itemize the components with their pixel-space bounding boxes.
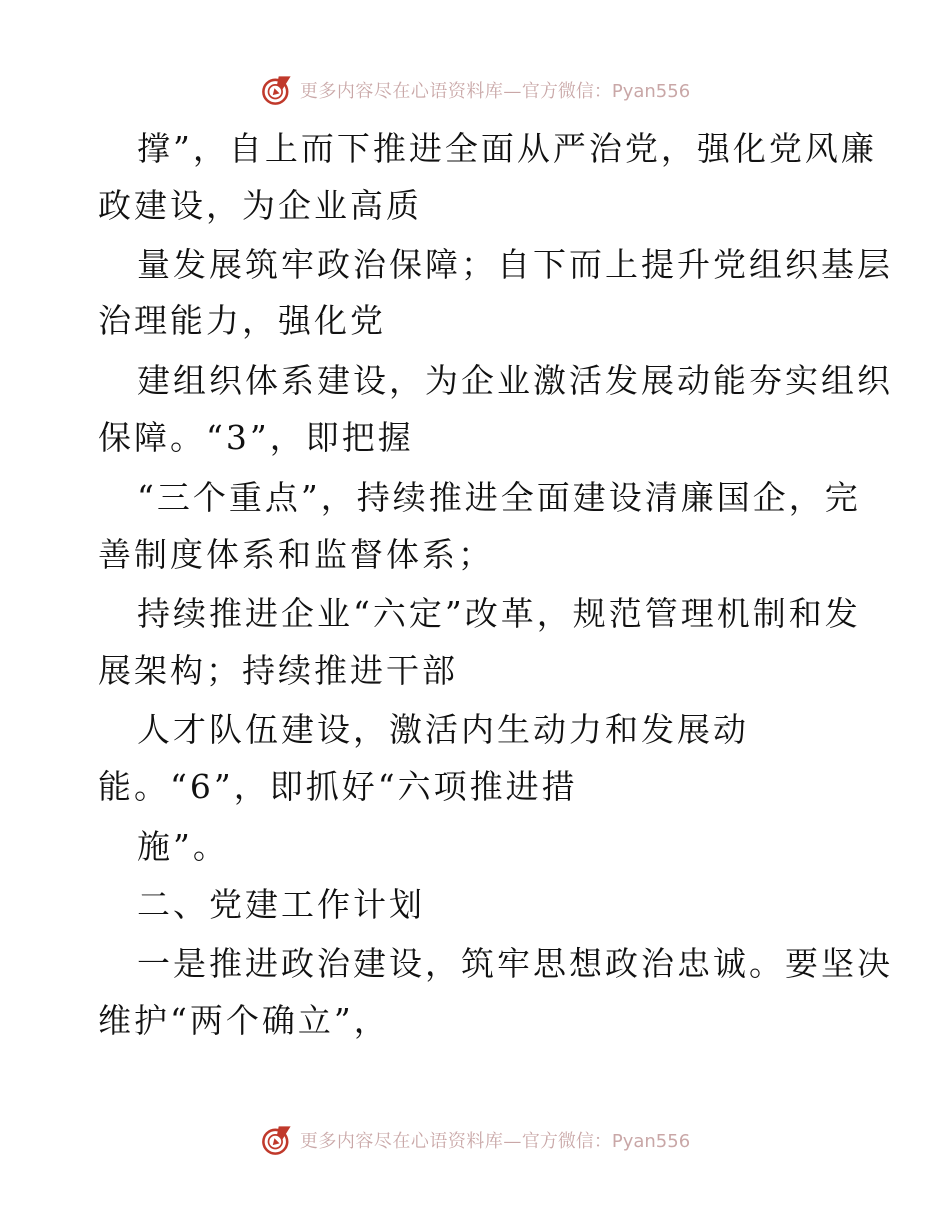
body-line: 建组织体系建设，为企业激活发展动能夯实组织 bbox=[137, 361, 893, 400]
body-line: 持续推进企业“六定”改革，规范管理机制和发 bbox=[137, 594, 861, 633]
section-heading: 二、党建工作计划 bbox=[137, 885, 425, 924]
body-line: 维护“两个确立”， bbox=[98, 1001, 390, 1040]
body-line: 撑”，自上而下推进全面从严治党，强化党风廉 bbox=[137, 129, 877, 168]
pen-nib-logo-icon bbox=[260, 73, 294, 107]
body-line: 政建设，为企业高质 bbox=[98, 186, 422, 225]
body-line: 善制度体系和监督体系； bbox=[98, 535, 494, 574]
footer-wechat-text: 官方微信：Pyan556 bbox=[521, 1131, 691, 1152]
body-line: 能。“6”，即抓好“六项推进措 bbox=[98, 767, 578, 806]
body-line: 人才队伍建设，激活内生动力和发展动 bbox=[137, 710, 749, 749]
footer-banner-text: 更多内容尽在心语资料库— bbox=[299, 1131, 522, 1152]
body-line: 治理能力，强化党 bbox=[98, 301, 386, 340]
footer-banner bbox=[0, 1120, 950, 1160]
header-banner-text: 更多内容尽在心语资料库— bbox=[299, 81, 522, 102]
body-line: 施”。 bbox=[137, 827, 229, 866]
header-banner bbox=[0, 70, 950, 110]
body-line: 保障。“3”，即把握 bbox=[98, 418, 414, 457]
body-line: 一是推进政治建设，筑牢思想政治忠诚。要坚决 bbox=[137, 944, 893, 983]
body-line: 展架构；持续推进干部 bbox=[98, 651, 458, 690]
body-line: “三个重点”，持续推进全面建设清廉国企，完 bbox=[137, 478, 861, 517]
body-line: 量发展筑牢政治保障；自下而上提升党组织基层 bbox=[137, 245, 893, 284]
pen-nib-logo-icon bbox=[260, 1123, 294, 1157]
header-wechat-text: 官方微信：Pyan556 bbox=[521, 81, 691, 102]
